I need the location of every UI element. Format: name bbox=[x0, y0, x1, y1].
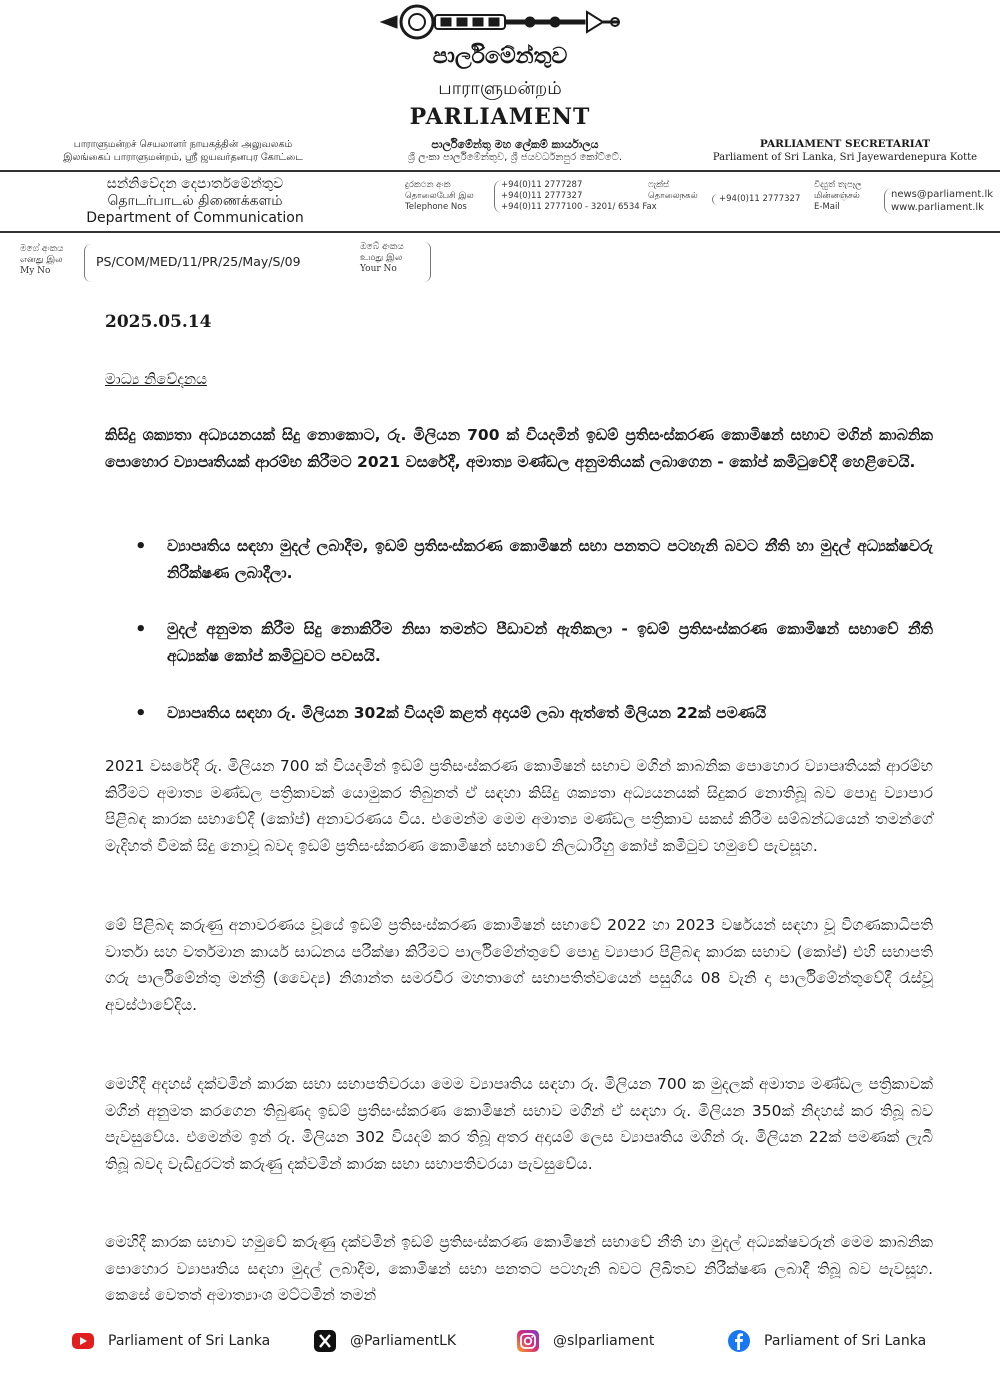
title-sinhala: පාර්ලිමේන්තුව bbox=[432, 44, 568, 69]
fax-label-ta: தொலைநகல் bbox=[648, 191, 698, 201]
header-divider-bottom bbox=[0, 231, 1000, 233]
fax-number: +94(0)11 2777327 bbox=[712, 194, 811, 205]
secretariat-tamil-line2: இலங்கைப் பாராளுமன்றம், ஸ்ரீ ஜயவர்தனபுர கோட்டை bbox=[63, 152, 303, 163]
email-labels bbox=[814, 180, 880, 213]
department-english: Department of Communication bbox=[86, 210, 304, 226]
telephone-number: +94(0)11 2777100 - 3201/ 6534 Fax bbox=[501, 202, 657, 212]
email-label-si: විද්‍යුත් තැපෑල bbox=[814, 180, 862, 190]
your-no-label-ta: உமது இல bbox=[360, 253, 403, 263]
secretariat-sinhala-line2: ශ්‍රී ලංකා පාර්ලිමේන්තුව, ශ්‍රී ජයවර්ධනපුර කෝට්ටේ. bbox=[407, 152, 623, 163]
youtube-icon bbox=[72, 1333, 94, 1349]
my-no-label-en: My No bbox=[20, 266, 51, 276]
email-label-ta: மின்னஞ்சல் bbox=[814, 191, 860, 201]
telephone-labels bbox=[405, 180, 490, 213]
my-no-value: PS/COM/MED/11/PR/25/May/S/09 bbox=[96, 254, 301, 269]
telephone-number: +94(0)11 2777287 bbox=[501, 180, 583, 190]
youtube-label: Parliament of Sri Lanka bbox=[108, 1333, 271, 1349]
my-no-label-si: මගේ අංකය bbox=[20, 244, 64, 254]
secretariat-tamil bbox=[18, 138, 348, 164]
secretariat-english-line1: PARLIAMENT SECRETARIAT bbox=[759, 138, 931, 150]
fax-label-si: ෆැක්ස් bbox=[648, 180, 670, 190]
website-link[interactable]: www.parliament.lk bbox=[891, 202, 984, 213]
instagram-label: @slparliament bbox=[553, 1333, 655, 1349]
secretariat-sinhala bbox=[370, 138, 660, 164]
department-tamil: தொடர்பாடல் திணைக்களம் bbox=[107, 193, 283, 209]
my-no-labels bbox=[20, 244, 80, 277]
your-no-labels bbox=[360, 242, 420, 275]
parliament-mace-emblem-icon bbox=[375, 2, 625, 44]
email-website bbox=[884, 188, 995, 214]
x-link[interactable] bbox=[314, 1328, 456, 1354]
secretariat-sinhala-line1: පාර්ලිමේන්තු මහ ලේකම් කාර්යාලය bbox=[431, 138, 599, 151]
instagram-icon bbox=[517, 1330, 539, 1352]
list-item: • මුදල් අනුමත කිරීම සිදු නොකිරීම නිසා තමන්ට පීඩාවන් ඇතිකලා - ඉඩම් ප්‍රතිසංස්කරණ කොමිෂන් සභාවේ නීති අධ්‍යක්ෂ කෝප් කමිටුවට පවසයි. bbox=[135, 616, 933, 670]
youtube-link[interactable] bbox=[72, 1328, 270, 1354]
highlights-list bbox=[135, 700, 933, 727]
document-date: 2025.05.14 bbox=[105, 312, 212, 332]
email-address[interactable]: news@parliament.lk bbox=[891, 189, 994, 200]
secretariat-english-line2: Parliament of Sri Lanka, Sri Jayewardenepura Kotte bbox=[712, 152, 978, 163]
facebook-icon bbox=[728, 1330, 750, 1352]
header-divider-top bbox=[0, 170, 1000, 172]
highlights-list bbox=[135, 616, 933, 670]
title-tamil: பாராளுமன்றம் bbox=[438, 78, 562, 99]
department-block bbox=[70, 176, 320, 227]
your-no-brace bbox=[424, 242, 431, 282]
facebook-link[interactable] bbox=[728, 1328, 926, 1354]
secretariat-tamil-line1: பாராளுமன்றச் செயலாளர் நாயகத்தின் அலுவலகம் bbox=[73, 139, 293, 150]
fax-labels bbox=[648, 180, 710, 202]
lead-paragraph: කිසිදු ශක්‍යතා අධ්‍යයනයක් සිදු නොකොට, රු. මිලියන 700 ක් වියදමින් ඉඩම් ප්‍රතිසංස්කරණ කොමිෂන් සභාව මගින් කාබනික පොහොර ව්‍යාපෘතියක් ආරම්භ කිරීමට 2021 වසරේදී, අමාත්‍ය මණ්ඩල අනුමතියක් ලබාගෙන - කෝප් කමිටුවේදී හෙළිවෙයි. bbox=[105, 426, 933, 471]
x-label: @ParliamentLK bbox=[350, 1333, 457, 1349]
department-sinhala: සන්නිවේදන දෙපාර්තමේන්තුව bbox=[106, 176, 284, 192]
highlights-list bbox=[135, 533, 933, 587]
telephone-label-ta: தொலைபேசி இல bbox=[405, 191, 474, 201]
media-release-heading: මාධ්‍ය නිවේදනය bbox=[105, 370, 207, 388]
your-no-label-si: ඔබේ අංකය bbox=[360, 242, 404, 252]
list-item: • ව්‍යාපෘතිය සඳහා මුදල් ලබාදීම, ඉඩම් ප්‍රතිසංස්කරණ කොමිෂන් සභා පනතට පටහැනි බවට නීති හා මුදල් අධ්‍යක්ෂවරු නිරීක්ෂණ ලබාදීලා. bbox=[135, 533, 933, 587]
your-no-label-en: Your No bbox=[360, 264, 397, 274]
instagram-link[interactable] bbox=[517, 1328, 654, 1354]
body-paragraph: මෙහිදී අදහස් දක්වමින් කාරක සභා සභාපතිවරයා මෙම ව්‍යාපෘතිය සඳහා රු. මිලියන 700 ක මුදලක් අමාත්‍ය මණ්ඩල පත්‍රිකාවක් මගින් අනුමත කරගෙන තිබුණද ඉඩම් ප්‍රතිසංස්කරණ කොමිෂන් සභාව මගින් ඒ සඳහා රු. මිලියන 350ක් නිදහස් කර තිබූ බව පැවසුවේය. එමෙන්ම ඉන් රු. මිලියන 302 වියදම් කර තිබූ අතර අදායම් ලෙස ව්‍යාපෘතිය මගින් රු. මිලියන 22ක් පමණක් ලැබී තිබූ බවද වැඩිදුරටත් කරුණු දක්වමින් කාරක සභා සභාපතිවරයා පැවසුවේය. bbox=[105, 1075, 933, 1173]
title-english: PARLIAMENT bbox=[409, 104, 591, 130]
my-no-label-ta: எனது இல bbox=[20, 255, 63, 265]
telephone-number: +94(0)11 2777327 bbox=[501, 191, 583, 201]
telephone-label-en: Telephone Nos bbox=[405, 202, 467, 212]
my-no-brace bbox=[84, 244, 91, 282]
secretariat-english bbox=[700, 138, 990, 164]
telephone-numbers bbox=[494, 180, 671, 213]
body-paragraph: මෙහිදී කාරක සභාව හමුවේ කරුණු දක්වමින් ඉඩම් ප්‍රතිසංස්කරණ කොමිෂන් සභාවේ නීති හා මුදල් අධ්‍යක්ෂවරුන් මෙම කාබනික පොහොර ව්‍යාපෘතිය සඳහා මුදල් ලබාදීම, කොමිෂන් සභා පනතට පටහැනි බවට ලිඛිතව නිරීක්ෂණ ලබාදී තිබූ බව පැවසූහ. කෙසේ වෙතත් අමාත්‍යාංශ මට්ටමින් තමන් bbox=[105, 1233, 933, 1304]
email-label-en: E-Mail bbox=[814, 202, 840, 212]
telephone-label-si: දුරකථන අංක bbox=[405, 180, 451, 190]
list-item: • ව්‍යාපෘතිය සඳහා රු. මිලියන 302ක් වියදම් කළත් අදායම් ලබා ඇත්තේ මිලියන 22ක් පමණයි bbox=[135, 700, 933, 727]
body-paragraph: මේ පිළිබඳ කරුණු අනාවරණය වූයේ ඉඩම් ප්‍රතිසංස්කරණ කොමිෂන් සභාවේ 2022 හා 2023 වර්ෂයන් සඳහා වූ විගණකාධිපති වාර්තා සහ වර්තමාන කාර්ය සාධනය පරීක්ෂා කිරීමට පාර්ලිමේන්තුවේ පොදු ව්‍යාපාර පිළිබඳ කාරක සභාව (කෝප්) එහි සභාපති ගරු පාර්ලිමේන්තු මන්ත්‍රී (වෛද්‍ය) නිශාන්ත සමරවීර මහතාගේ සභාපතිත්වයෙන් පසුගිය 08 වැනි දා පාර්ලිමේන්තුවේදී රැස්වූ අවස්ථාවේදිය. bbox=[105, 916, 933, 1014]
x-icon bbox=[314, 1330, 336, 1352]
facebook-label: Parliament of Sri Lanka bbox=[764, 1333, 927, 1349]
body-paragraph: 2021 වසරේදී රු. මිලියන 700 ක් වියදමින් ඉඩම් ප්‍රතිසංස්කරණ කොමිෂන් සභාව මගින් කාබනික පොහොර ව්‍යාපෘතියක් ආරම්භ කිරීමට අමාත්‍ය මණ්ඩල පත්‍රිකාවක් යොමුකර තිබුනත් ඒ සඳහා කිසිදු ශක්‍යතා අධ්‍යයනයක් සිදුකර නොතිබූ බව පොදු ව්‍යාපාර පිළිබඳ කාරක සභාවේදී (කෝප්) අනාවරණය විය. එමෙන්ම මෙම අමාත්‍ය මණ්ඩල පත්‍රිකාව සකස් කිරීම සම්බන්ධයෙන් තමන්ගේ මැදිහත් වීමක් සිදු නොවූ බවද ඉඩම් ප්‍රතිසංස්කරණ කොමිෂන් සභාවේ නිලධාරීහු කෝප් කමිටුව හමුවේ පැවසූහ. bbox=[105, 757, 933, 855]
